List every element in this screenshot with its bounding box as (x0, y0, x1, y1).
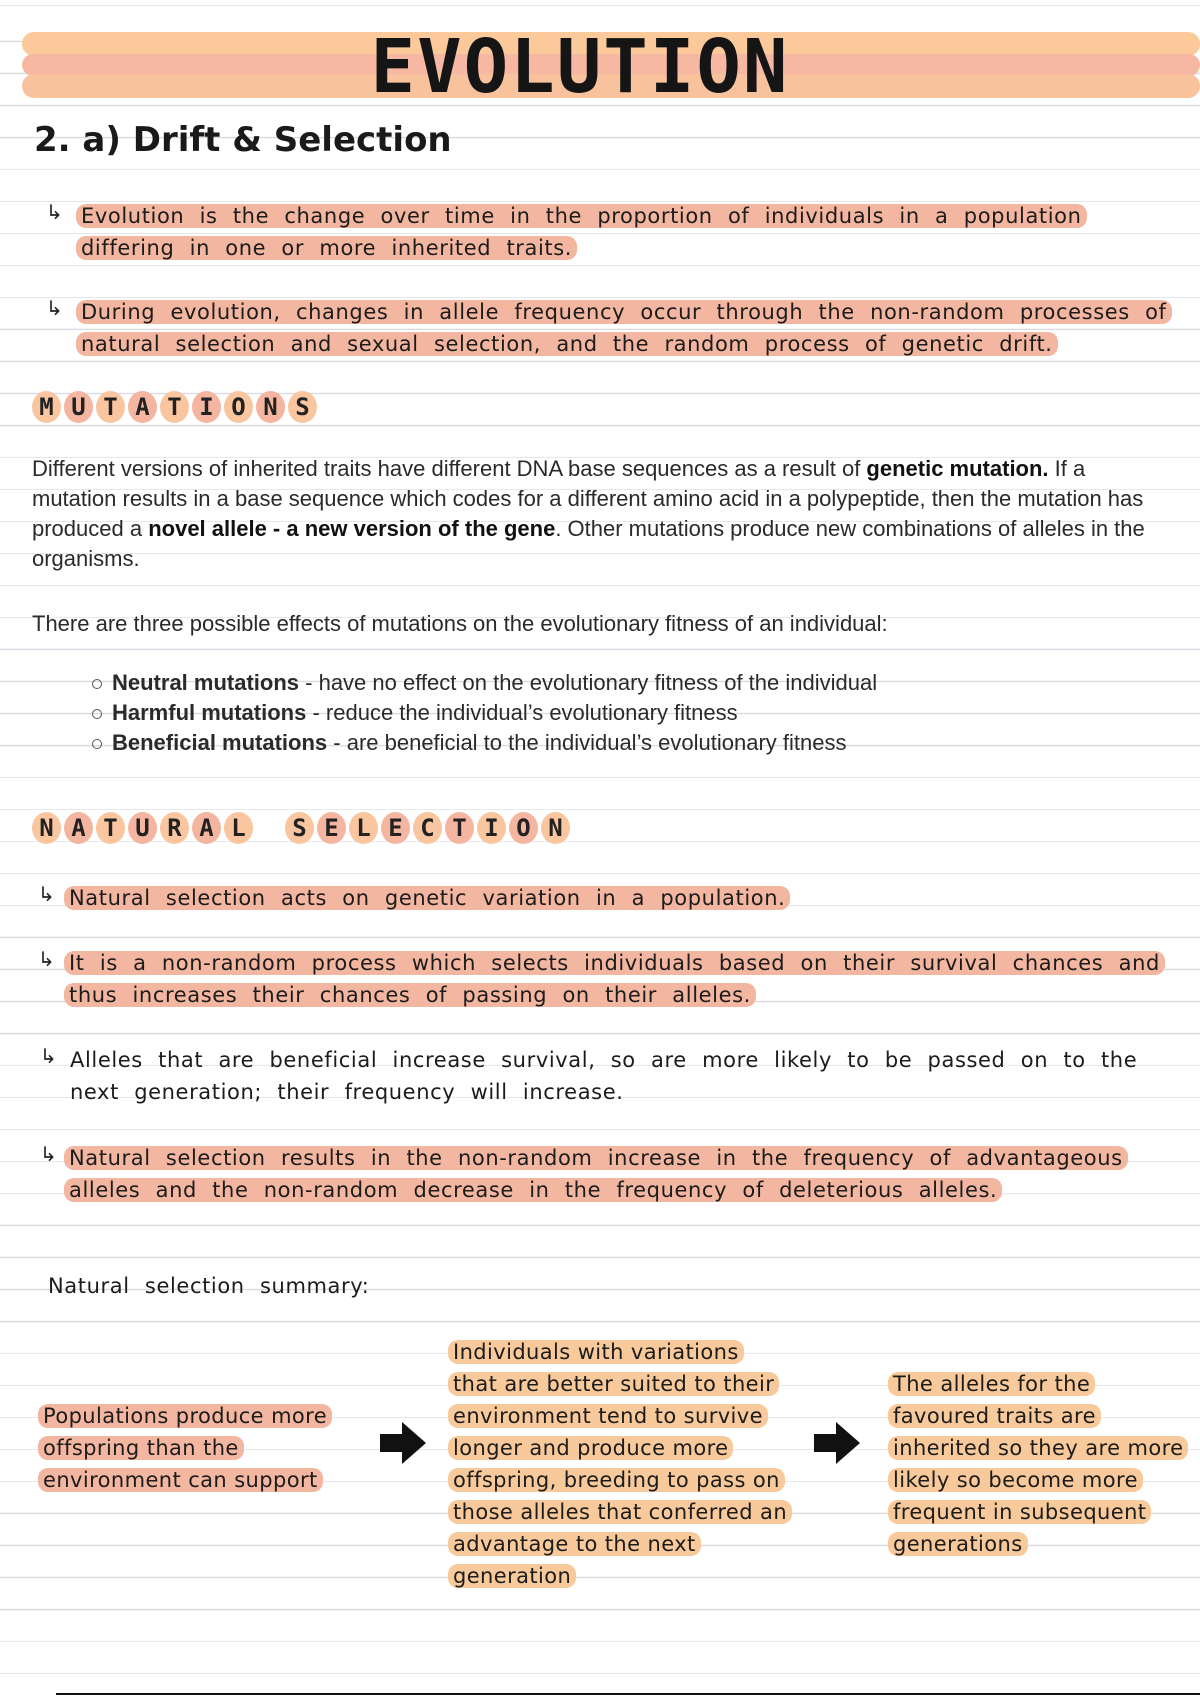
natural-selection-point: It is a non-random process which selects individuals based on their survival chances and thus increases their chances of passing on their alleles. (64, 947, 1184, 1011)
summary-label: Natural selection summary: (48, 1274, 370, 1298)
heading-letter: A (128, 391, 157, 423)
heading-letter: T (96, 812, 125, 844)
hook-arrow-icon: ↳ (46, 298, 63, 320)
hook-arrow-icon: ↳ (40, 1046, 57, 1068)
subheading: 2. a) Drift & Selection (34, 120, 452, 160)
heading-letter: E (317, 812, 346, 844)
natural-selection-heading (32, 812, 570, 844)
right-arrow-icon (378, 1420, 428, 1466)
heading-letter: I (477, 812, 506, 844)
page-title: EVOLUTION (370, 24, 790, 110)
summary-step-2: Individuals with variations that are better suited to their environment tend to survive longer and produce more offspring, breeding to pass on those alleles that conferred an advantage to the next generation (448, 1336, 788, 1592)
heading-letter: C (413, 812, 442, 844)
summary-step-1: Populations produce more offspring than the environment can support (38, 1400, 358, 1496)
heading-letter: M (32, 391, 61, 423)
heading-letter: S (288, 391, 317, 423)
heading-letter: T (445, 812, 474, 844)
intro-point: Evolution is the change over time in the proportion of individuals in a population differing in one or more inherited traits. (76, 200, 1186, 264)
summary-step-3: The alleles for the favoured traits are inherited so they are more likely so become more frequent in subsequent generations (888, 1368, 1188, 1560)
heading-letter: O (509, 812, 538, 844)
heading-letter: L (349, 812, 378, 844)
heading-letter: T (160, 391, 189, 423)
list-item: Harmful mutations - reduce the individual’s evolutionary fitness (92, 698, 877, 728)
list-item: Neutral mutations - have no effect on the evolutionary fitness of the individual (92, 668, 877, 698)
right-arrow-icon (812, 1420, 862, 1466)
heading-letter: U (128, 812, 157, 844)
intro-point: During evolution, changes in allele frequency occur through the non-random processes of natural selection and sexual selection, and the random process of genetic drift. (76, 296, 1186, 360)
heading-letter: E (381, 812, 410, 844)
heading-letter: T (96, 391, 125, 423)
heading-letter: U (64, 391, 93, 423)
mutation-effects-list (92, 668, 877, 758)
heading-letter: N (32, 812, 61, 844)
hook-arrow-icon: ↳ (46, 202, 63, 224)
natural-selection-point: Natural selection results in the non-random increase in the frequency of advantageous alleles and the non-random decrease in the frequency of deleterious alleles. (64, 1142, 1194, 1206)
heading-letter: A (192, 812, 221, 844)
natural-selection-point: Natural selection acts on genetic variation in a population. (64, 882, 1184, 914)
heading-letter: N (541, 812, 570, 844)
list-item: Beneficial mutations - are beneficial to the individual’s evolutionary fitness (92, 728, 877, 758)
hook-arrow-icon: ↳ (38, 884, 55, 906)
heading-letter: L (224, 812, 253, 844)
heading-letter: R (160, 812, 189, 844)
heading-letter: N (256, 391, 285, 423)
natural-selection-point: Alleles that are beneficial increase survival, so are more likely to be passed on to the next generation; their frequency will increase. (70, 1048, 1138, 1104)
heading-letter: I (192, 391, 221, 423)
hook-arrow-icon: ↳ (40, 1144, 57, 1166)
mutations-paragraph: Different versions of inherited traits have different DNA base sequences as a result of genetic mutation. If a mutation results in a base sequence which codes for a different amino acid in a polypeptide, then the mutation has produced a novel allele - a new version of the gene. Other mutations produce new combinations of alleles in the organisms. (32, 456, 1145, 571)
bottom-divider (56, 1693, 1200, 1695)
hook-arrow-icon: ↳ (38, 949, 55, 971)
mutations-effects-intro: There are three possible effects of mutations on the evolutionary fitness of an individual: (32, 611, 888, 636)
heading-letter: A (64, 812, 93, 844)
mutations-heading (32, 391, 317, 423)
heading-letter: S (285, 812, 314, 844)
heading-letter: O (224, 391, 253, 423)
